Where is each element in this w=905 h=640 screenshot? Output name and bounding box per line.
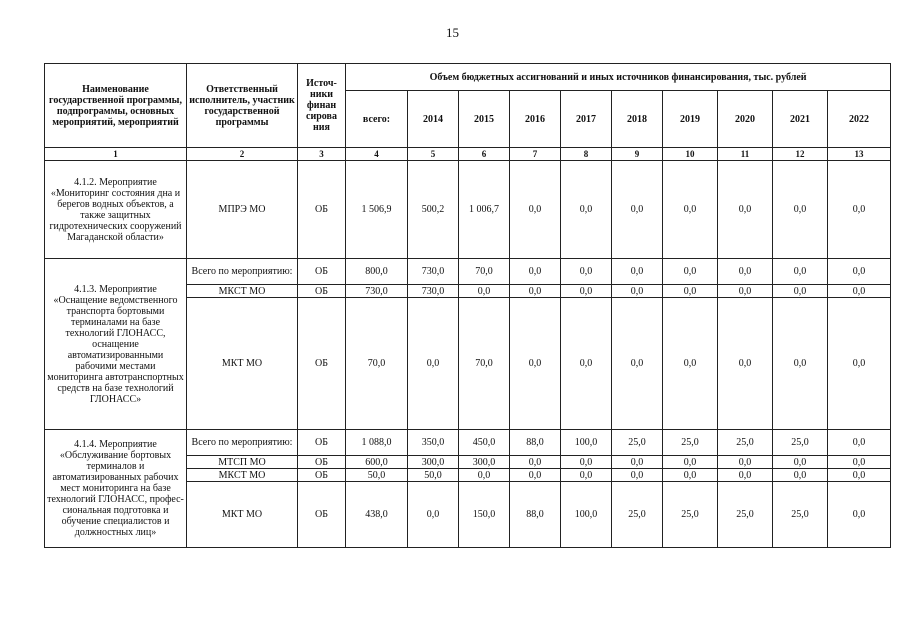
value-cell: 50,0: [346, 469, 408, 482]
responsible-cell: МПРЭ МО: [187, 161, 298, 259]
value-cell: 0,0: [612, 456, 663, 469]
value-cell: 0,0: [718, 259, 773, 285]
value-cell: 0,0: [663, 259, 718, 285]
column-number: 8: [561, 148, 612, 161]
value-cell: 0,0: [663, 161, 718, 259]
column-number: 13: [828, 148, 891, 161]
value-cell: 0,0: [510, 161, 561, 259]
value-cell: 0,0: [612, 259, 663, 285]
column-number: 7: [510, 148, 561, 161]
value-cell: 25,0: [718, 430, 773, 456]
column-number: 1: [45, 148, 187, 161]
column-number: 6: [459, 148, 510, 161]
value-cell: 0,0: [459, 285, 510, 298]
activity-name: 4.1.3. Мероприятие «Оснащение ведомственного транспорта бортовыми терминалами на базе технологий ГЛОНАСС, оснащение автоматизированными рабочими местами мониторинга автотранспортных средств на базе технологий ГЛОНАСС»: [45, 259, 187, 430]
value-cell: 0,0: [663, 469, 718, 482]
value-cell: 0,0: [408, 482, 459, 548]
value-cell: 0,0: [561, 161, 612, 259]
table-row: [45, 161, 891, 259]
value-cell: 25,0: [718, 482, 773, 548]
value-cell: 0,0: [663, 298, 718, 430]
column-number: 2: [187, 148, 298, 161]
column-number: 11: [718, 148, 773, 161]
column-number: 4: [346, 148, 408, 161]
value-cell: 25,0: [663, 430, 718, 456]
value-cell: 0,0: [612, 161, 663, 259]
value-cell: 0,0: [718, 469, 773, 482]
value-cell: 0,0: [828, 482, 891, 548]
header-year: 2016: [510, 91, 561, 148]
activity-name: 4.1.2. Мероприятие «Мониторинг состояния дна и берегов водных объектов, а также защитных гидротехнических сооружений Магаданской области»: [45, 161, 187, 259]
value-cell: 730,0: [346, 285, 408, 298]
responsible-cell: МКТ МО: [187, 298, 298, 430]
value-cell: 25,0: [773, 482, 828, 548]
value-cell: 88,0: [510, 430, 561, 456]
budget-table: [44, 63, 891, 548]
header-name: Наименование государственной программы, подпрограммы, основных мероприятий, мероприятий: [45, 64, 187, 148]
value-cell: 25,0: [612, 482, 663, 548]
header-year: 2017: [561, 91, 612, 148]
responsible-cell: МТСП МО: [187, 456, 298, 469]
header-year: 2018: [612, 91, 663, 148]
value-cell: 0,0: [773, 161, 828, 259]
responsible-cell: МКТ МО: [187, 482, 298, 548]
value-cell: 0,0: [828, 298, 891, 430]
value-cell: 1 506,9: [346, 161, 408, 259]
responsible-cell: Всего по мероприятию:: [187, 259, 298, 285]
header-year: 2014: [408, 91, 459, 148]
value-cell: 500,2: [408, 161, 459, 259]
activity-name: 4.1.4. Мероприятие «Обслуживание бортовых терминалов и автоматизированных рабочих мест мониторинга на базе технологий ГЛОНАСС, профес-сиональная подготовка и обучение специалистов и должностных лиц»: [45, 430, 187, 548]
value-cell: 25,0: [612, 430, 663, 456]
value-cell: 1 006,7: [459, 161, 510, 259]
value-cell: 0,0: [828, 430, 891, 456]
value-cell: 100,0: [561, 430, 612, 456]
source-cell: ОБ: [298, 456, 346, 469]
value-cell: 50,0: [408, 469, 459, 482]
value-cell: 0,0: [773, 259, 828, 285]
header-year: 2019: [663, 91, 718, 148]
value-cell: 88,0: [510, 482, 561, 548]
value-cell: 70,0: [459, 298, 510, 430]
value-cell: 450,0: [459, 430, 510, 456]
value-cell: 0,0: [612, 285, 663, 298]
value-cell: 70,0: [459, 259, 510, 285]
value-cell: 0,0: [510, 298, 561, 430]
table-row: [45, 259, 891, 285]
table-row: [45, 430, 891, 456]
value-cell: 0,0: [718, 285, 773, 298]
value-cell: 0,0: [510, 285, 561, 298]
value-cell: 730,0: [408, 285, 459, 298]
column-number-row: [45, 148, 891, 161]
value-cell: 0,0: [828, 456, 891, 469]
value-cell: 0,0: [828, 161, 891, 259]
column-number: 5: [408, 148, 459, 161]
column-number: 9: [612, 148, 663, 161]
header-year: 2022: [828, 91, 891, 148]
value-cell: 0,0: [773, 469, 828, 482]
header-year: 2020: [718, 91, 773, 148]
source-cell: ОБ: [298, 469, 346, 482]
value-cell: 150,0: [459, 482, 510, 548]
column-number: 3: [298, 148, 346, 161]
value-cell: 0,0: [459, 469, 510, 482]
responsible-cell: МКСТ МО: [187, 469, 298, 482]
source-cell: ОБ: [298, 259, 346, 285]
value-cell: 0,0: [510, 469, 561, 482]
value-cell: 70,0: [346, 298, 408, 430]
value-cell: 0,0: [828, 285, 891, 298]
value-cell: 0,0: [561, 298, 612, 430]
header-responsible: Ответственный исполнитель, участник государственной программы: [187, 64, 298, 148]
value-cell: 0,0: [561, 456, 612, 469]
value-cell: 0,0: [612, 469, 663, 482]
source-cell: ОБ: [298, 161, 346, 259]
page-number: 15: [446, 25, 459, 40]
value-cell: 438,0: [346, 482, 408, 548]
value-cell: 800,0: [346, 259, 408, 285]
value-cell: 350,0: [408, 430, 459, 456]
value-cell: 100,0: [561, 482, 612, 548]
value-cell: 0,0: [718, 298, 773, 430]
value-cell: 0,0: [561, 469, 612, 482]
value-cell: 0,0: [663, 456, 718, 469]
value-cell: 0,0: [718, 456, 773, 469]
column-number: 12: [773, 148, 828, 161]
value-cell: 300,0: [459, 456, 510, 469]
header-year: 2021: [773, 91, 828, 148]
source-cell: ОБ: [298, 430, 346, 456]
column-number: 10: [663, 148, 718, 161]
responsible-cell: МКСТ МО: [187, 285, 298, 298]
value-cell: 600,0: [346, 456, 408, 469]
value-cell: 0,0: [510, 456, 561, 469]
source-cell: ОБ: [298, 482, 346, 548]
value-cell: 0,0: [561, 285, 612, 298]
source-cell: ОБ: [298, 298, 346, 430]
header-volume: Объем бюджетных ассигнований и иных источников финансирования, тыс. рублей: [346, 64, 891, 91]
value-cell: 0,0: [773, 285, 828, 298]
value-cell: 0,0: [773, 456, 828, 469]
header-total: всего:: [346, 91, 408, 148]
value-cell: 0,0: [408, 298, 459, 430]
value-cell: 300,0: [408, 456, 459, 469]
value-cell: 1 088,0: [346, 430, 408, 456]
responsible-cell: Всего по мероприятию:: [187, 430, 298, 456]
value-cell: 0,0: [828, 259, 891, 285]
value-cell: 0,0: [828, 469, 891, 482]
value-cell: 25,0: [663, 482, 718, 548]
value-cell: 0,0: [663, 285, 718, 298]
value-cell: 730,0: [408, 259, 459, 285]
value-cell: 0,0: [612, 298, 663, 430]
value-cell: 0,0: [510, 259, 561, 285]
value-cell: 0,0: [561, 259, 612, 285]
header-year: 2015: [459, 91, 510, 148]
source-cell: ОБ: [298, 285, 346, 298]
value-cell: 0,0: [773, 298, 828, 430]
value-cell: 0,0: [718, 161, 773, 259]
value-cell: 25,0: [773, 430, 828, 456]
header-source: Источ-ники финан сирова ния: [298, 64, 346, 148]
